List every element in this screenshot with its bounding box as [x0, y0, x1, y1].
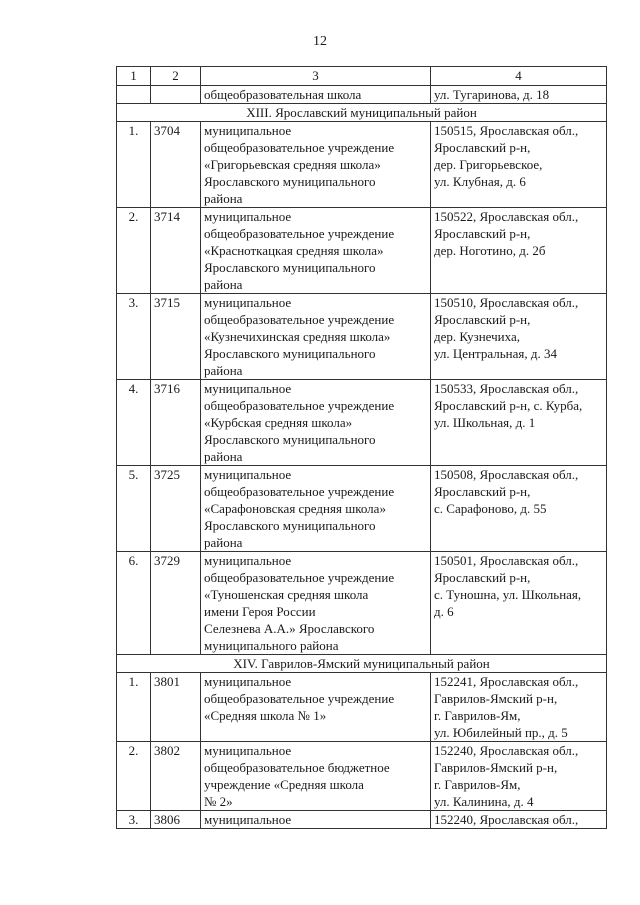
row-number-cell	[117, 86, 151, 104]
school-name-line: муниципальное	[204, 674, 292, 689]
address-line: Ярославский р-н,	[434, 312, 531, 327]
address-line: дер. Ноготино, д. 2б	[434, 243, 546, 258]
school-code: 3806	[151, 811, 201, 829]
school-name-line: «Туношенская средняя школа	[204, 587, 369, 602]
address-line: 152240, Ярославская обл.,	[434, 812, 579, 827]
address-cell	[431, 86, 607, 104]
school-name-cell	[201, 208, 431, 294]
school-name-line: муниципальное	[204, 295, 292, 310]
school-name-line: Ярославского муниципального	[204, 518, 376, 533]
address-line: ул. Центральная, д. 34	[434, 346, 557, 361]
school-name-line: общеобразовательное учреждение	[204, 484, 395, 499]
address-cell	[431, 466, 607, 552]
address-cell	[431, 552, 607, 655]
school-code: 3729	[151, 552, 201, 655]
row-number: 6.	[117, 552, 151, 655]
school-code: 3714	[151, 208, 201, 294]
table-row	[117, 742, 607, 811]
header-row	[117, 67, 607, 86]
row-number: 2.	[117, 208, 151, 294]
school-name-line: муниципальное	[204, 553, 292, 568]
row-number: 1.	[117, 673, 151, 742]
school-name-line: Селезнева А.А.» Ярославского	[204, 621, 375, 636]
school-name-line: общеобразовательное бюджетное	[204, 760, 390, 775]
school-name-line: муниципальное	[204, 812, 292, 827]
school-name-cell	[201, 380, 431, 466]
address-line: 152240, Ярославская обл.,	[434, 743, 579, 758]
address-line: дер. Кузнечиха,	[434, 329, 520, 344]
address-line: с. Туношна, ул. Школьная,	[434, 587, 582, 602]
school-name-line: общеобразовательное учреждение	[204, 691, 395, 706]
school-name-line: «Григорьевская средняя школа»	[204, 157, 381, 172]
school-name-line: «Средняя школа № 1»	[204, 708, 327, 723]
address-line: Гаврилов-Ямский р-н,	[434, 691, 558, 706]
school-code: 3725	[151, 466, 201, 552]
address-line: д. 6	[434, 604, 454, 619]
row-number: 2.	[117, 742, 151, 811]
school-name-line: Ярославского муниципального	[204, 260, 376, 275]
school-code: 3801	[151, 673, 201, 742]
address-line: г. Гаврилов-Ям,	[434, 708, 521, 723]
page-number: 12	[313, 34, 327, 49]
school-name-line: муниципальное	[204, 123, 292, 138]
table-row	[117, 552, 607, 655]
school-name-line: района	[204, 535, 243, 550]
address-cell	[431, 742, 607, 811]
row-number: 3.	[117, 294, 151, 380]
school-name-line: муниципального района	[204, 638, 339, 653]
address-line: дер. Григорьевское,	[434, 157, 543, 172]
school-name-line: общеобразовательное учреждение	[204, 226, 395, 241]
school-name-cell	[201, 673, 431, 742]
table-row	[117, 122, 607, 208]
address-line: Ярославский р-н,	[434, 226, 531, 241]
row-number: 4.	[117, 380, 151, 466]
school-name-line: муниципальное	[204, 743, 292, 758]
table-row	[117, 208, 607, 294]
address-cell	[431, 811, 607, 829]
school-code: 3802	[151, 742, 201, 811]
row-number: 3.	[117, 811, 151, 829]
school-name-line: муниципальное	[204, 467, 292, 482]
school-name-line: общеобразовательное учреждение	[204, 140, 395, 155]
address-line: Ярославский р-н,	[434, 484, 531, 499]
address-cell	[431, 122, 607, 208]
school-name-cell	[201, 742, 431, 811]
school-name-line: Ярославского муниципального	[204, 174, 376, 189]
table-row	[117, 811, 607, 829]
school-name-cell	[201, 122, 431, 208]
address-line: ул. Клубная, д. 6	[434, 174, 526, 189]
school-name-line: учреждение «Средняя школа	[204, 777, 364, 792]
address-line: Ярославский р-н, с. Курба,	[434, 398, 583, 413]
column-header: 3	[201, 67, 431, 86]
table-row	[117, 673, 607, 742]
school-name-line: «Красноткацкая средняя школа»	[204, 243, 384, 258]
table-row	[117, 294, 607, 380]
school-name-line: № 2»	[204, 794, 233, 809]
address-cell	[431, 208, 607, 294]
address-cell	[431, 380, 607, 466]
address-line: 152241, Ярославская обл.,	[434, 674, 579, 689]
school-name-line: муниципальное	[204, 381, 292, 396]
school-name-cell	[201, 466, 431, 552]
address-line: с. Сарафоново, д. 55	[434, 501, 547, 516]
column-header: 1	[117, 67, 151, 86]
school-code: 3715	[151, 294, 201, 380]
address-line: Гаврилов-Ямский р-н,	[434, 760, 558, 775]
section-title: XIV. Гаврилов-Ямский муниципальный район	[117, 655, 607, 673]
code-cell	[151, 86, 201, 104]
school-name-cell	[201, 552, 431, 655]
address-line: 150501, Ярославская обл.,	[434, 553, 579, 568]
school-name-line: «Курбская средняя школа»	[204, 415, 353, 430]
school-code: 3716	[151, 380, 201, 466]
school-name-line: имени Героя России	[204, 604, 316, 619]
address-cell	[431, 294, 607, 380]
school-name-line: района	[204, 363, 243, 378]
school-name-line: района	[204, 449, 243, 464]
school-name-line: района	[204, 191, 243, 206]
school-name-line: общеобразовательное учреждение	[204, 398, 395, 413]
address-line: 150533, Ярославская обл.,	[434, 381, 579, 396]
table-row	[117, 380, 607, 466]
school-name-line: общеобразовательное учреждение	[204, 570, 395, 585]
address-line: ул. Калинина, д. 4	[434, 794, 534, 809]
section-row	[117, 655, 607, 673]
school-name-line: общеобразовательная школа	[204, 87, 362, 102]
address-line: ул. Тугаринова, д. 18	[434, 87, 550, 102]
school-name-cell	[201, 811, 431, 829]
school-name-line: «Сарафоновская средняя школа»	[204, 501, 386, 516]
section-row	[117, 104, 607, 122]
school-code: 3704	[151, 122, 201, 208]
address-line: 150522, Ярославская обл.,	[434, 209, 579, 224]
school-name-line: района	[204, 277, 243, 292]
school-name-line: общеобразовательное учреждение	[204, 312, 395, 327]
address-line: Ярославский р-н,	[434, 570, 531, 585]
column-header: 2	[151, 67, 201, 86]
section-title: XIII. Ярославский муниципальный район	[117, 104, 607, 122]
school-name-line: Ярославского муниципального	[204, 346, 376, 361]
address-line: ул. Юбилейный пр., д. 5	[434, 725, 568, 740]
address-line: 150510, Ярославская обл.,	[434, 295, 579, 310]
continuation-row	[117, 86, 607, 104]
school-name-cell	[201, 86, 431, 104]
table-row	[117, 466, 607, 552]
address-line: ул. Школьная, д. 1	[434, 415, 536, 430]
address-line: г. Гаврилов-Ям,	[434, 777, 521, 792]
school-name-line: Ярославского муниципального	[204, 432, 376, 447]
address-line: Ярославский р-н,	[434, 140, 531, 155]
column-header: 4	[431, 67, 607, 86]
address-line: 150515, Ярославская обл.,	[434, 123, 579, 138]
school-name-cell	[201, 294, 431, 380]
schools-table	[116, 66, 607, 829]
school-name-line: «Кузнечихинская средняя школа»	[204, 329, 391, 344]
row-number: 1.	[117, 122, 151, 208]
address-cell	[431, 673, 607, 742]
row-number: 5.	[117, 466, 151, 552]
school-name-line: муниципальное	[204, 209, 292, 224]
address-line: 150508, Ярославская обл.,	[434, 467, 579, 482]
